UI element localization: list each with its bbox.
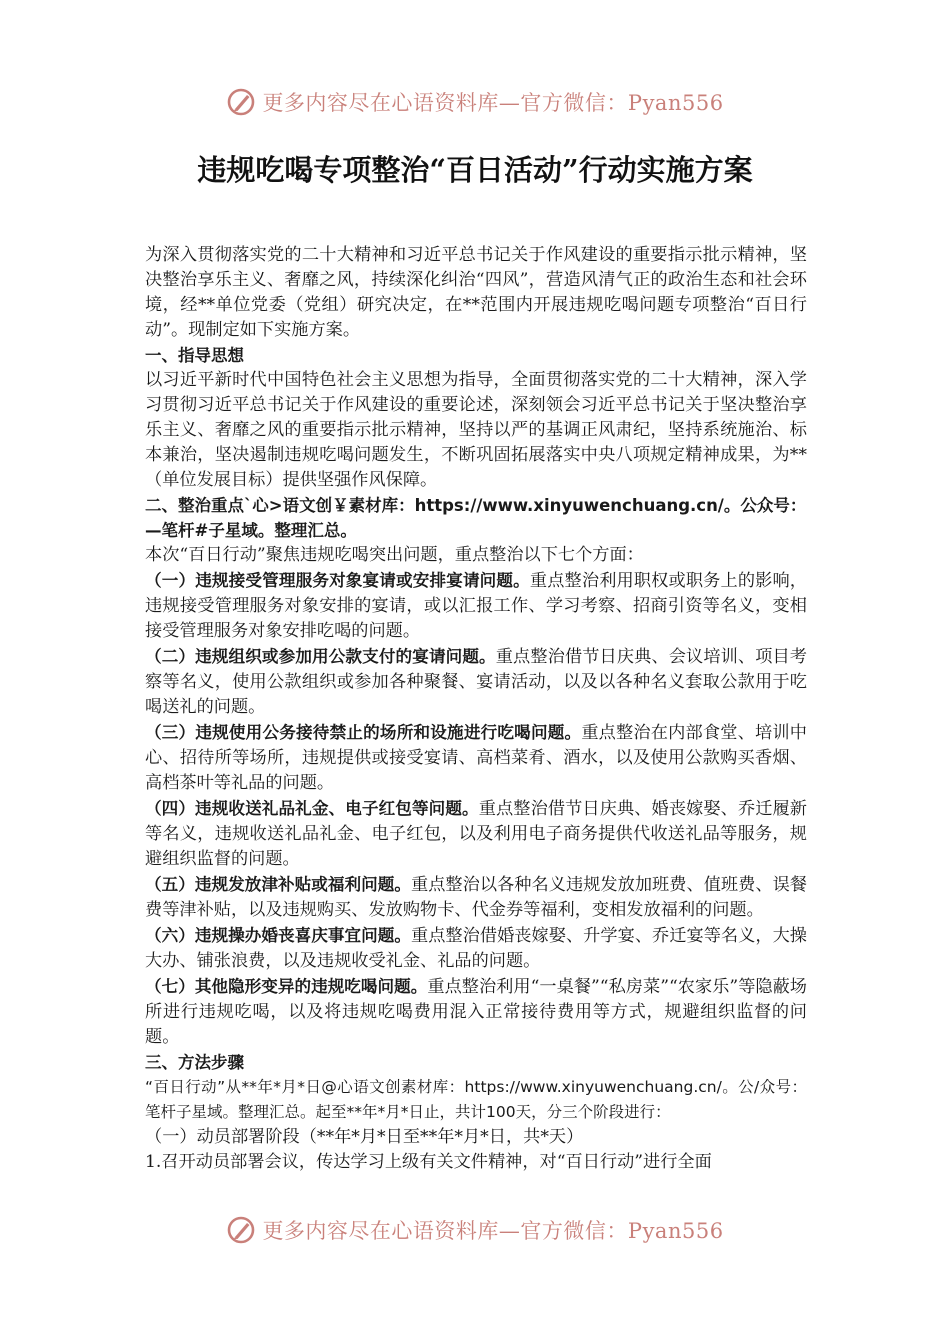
method-steps-paragraph: “百日行动”从**年*月*日@心语文创素材库：https://www.xinyuwenchuang.cn/。公/众号：笔杆子星域。整理汇总。起至**年*月*日止，共计100天，分三个阶段进行： [145, 1078, 807, 1121]
rectification-item-body: 重点整治在内部食堂、培训中心、招待所等场所，违规提供或接受宴请、高档菜肴、酒水，以及使用公款购买香烟、高档茶叶等礼品的问题。 [145, 723, 807, 793]
rectification-item-title: （四）违规收送礼品礼金、电子红包等问题。 [145, 799, 479, 818]
rectification-item-body: 重点整治以各种名义违规发放加班费、值班费、误餐费等津补贴，以及违规购买、发放购物卡、代金券等福利，变相发放福利的问题。 [145, 875, 807, 920]
document-title: 违规吃喝专项整治“百日活动”行动实施方案 [197, 153, 753, 187]
rectification-item [145, 974, 807, 1050]
rectification-item-body: 重点整治借节日庆典、会议培训、项目考察等名义，使用公款组织或参加各种聚餐、宴请活动，以及以各种名义套取公款用于吃喝送礼的问题。 [145, 647, 807, 717]
rectification-item-body: 重点整治借节日庆典、婚丧嫁娶、乔迁履新等名义，违规收送礼品礼金、电子红包，以及利用电子商务提供代收送礼品等服务，规避组织监督的问题。 [145, 799, 807, 869]
rectification-item [145, 923, 807, 974]
intro-paragraph: 为深入贯彻落实党的二十大精神和习近平总书记关于作风建设的重要指示批示精神，坚决整治享乐主义、奢靡之风，持续深化纠治“四风”，营造风清气正的政治生态和社会环境，经**单位党委（党组）研究决定，在**范围内开展违规吃喝问题专项整治“百日行动”。现制定如下实施方案。 [145, 245, 807, 340]
rectification-item-title: （二）违规组织或参加用公款支付的宴请问题。 [145, 647, 496, 666]
rectification-item [145, 568, 807, 644]
rectification-item-body: 重点整治利用“一桌餐”“私房菜”“农家乐”等隐蔽场所进行违规吃喝，以及将违规吃喝费用混入正常接待费用等方式，规避组织监督的问题。 [145, 977, 807, 1047]
rectification-item [145, 872, 807, 923]
document-body [145, 243, 807, 1175]
rectification-item-title: （一）违规接受管理服务对象宴请或安排宴请问题。 [145, 571, 530, 590]
guiding-ideology-paragraph: 以习近平新时代中国特色社会主义思想为指导，全面贯彻落实党的二十大精神，深入学习贯彻习近平总书记关于作风建设的重要论述，深刻领会习近平总书记关于坚决整治享乐主义、奢靡之风的重要指示批示精神，坚持以严的基调正风肃纪，坚持系统施治、标本兼治，坚决遏制违规吃喝问题发生，不断巩固拓展落实中央八项规定精神成果，为**（单位发展目标）提供坚强作风保障。 [145, 370, 807, 490]
rectification-item [145, 796, 807, 872]
rectification-item-title: （三）违规使用公务接待禁止的场所和设施进行吃喝问题。 [145, 723, 582, 742]
section-heading-guiding-ideology: 一、指导思想 [145, 346, 244, 365]
rectification-item-title: （六）违规操办婚丧喜庆事宜问题。 [145, 926, 411, 945]
rectification-item [145, 644, 807, 720]
section-heading-method-steps: 三、方法步骤 [145, 1053, 244, 1072]
rectification-item-title: （五）违规发放津补贴或福利问题。 [145, 875, 411, 894]
pen-in-circle-icon [226, 1215, 256, 1245]
rectification-item [145, 720, 807, 796]
header-banner [0, 80, 950, 124]
banner-text: 更多内容尽在心语资料库—官方微信：Pyan556 [262, 1219, 724, 1243]
section-heading-key-rectification: 二、整治重点`心>语文创￥素材库：https://www.xinyuwenchuang.cn/。公众号：—笔杆#子星域。整理汇总。 [145, 496, 807, 540]
banner-text: 更多内容尽在心语资料库—官方微信：Pyan556 [262, 91, 724, 115]
rectification-item-body: 重点整治利用职权或职务上的影响，违规接受管理服务对象安排的宴请，或以汇报工作、学习考察、招商引资等名义，变相接受管理服务对象安排吃喝的问题。 [145, 571, 807, 641]
rectification-item-body: 重点整治借婚丧嫁娶、升学宴、乔迁宴等名义，大操大办、铺张浪费，以及违规收受礼金、礼品的问题。 [145, 926, 807, 971]
footer-banner [0, 1208, 950, 1252]
rectification-item-title: （七）其他隐形变异的违规吃喝问题。 [145, 977, 428, 996]
key-rectification-lead: 本次“百日行动”聚焦违规吃喝突出问题，重点整治以下七个方面： [145, 545, 644, 565]
stage-mobilization: （一）动员部署阶段（**年*月*日至**年*月*日，共*天） [145, 1127, 584, 1147]
step-item: 1.召开动员部署会议，传达学习上级有关文件精神，对“百日行动”进行全面 [145, 1152, 712, 1172]
pen-in-circle-icon [226, 87, 256, 117]
